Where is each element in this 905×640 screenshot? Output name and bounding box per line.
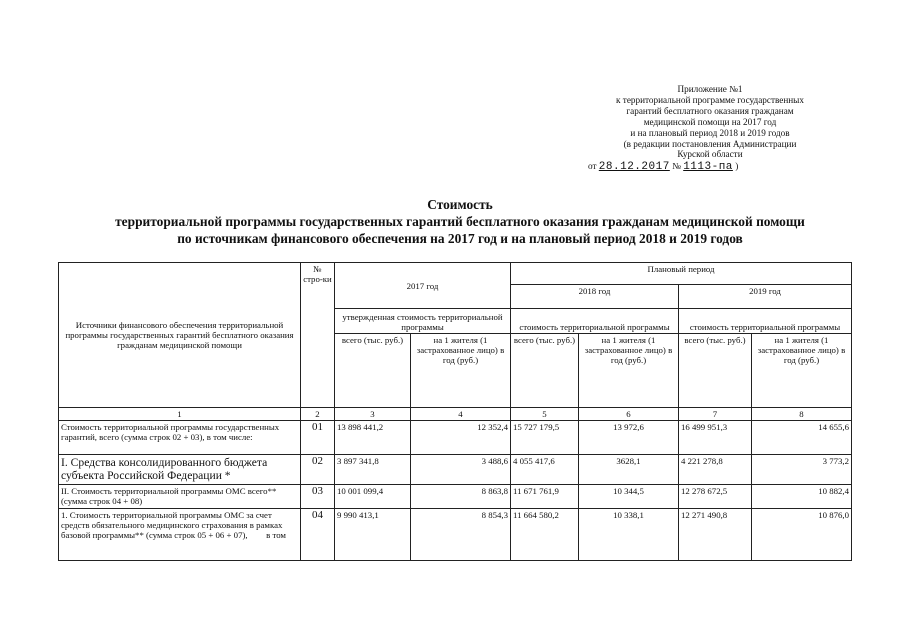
value-cell: 13 898 441,2 (335, 421, 411, 455)
value-cell: 8 854,3 (411, 509, 511, 561)
row-number: 02 (301, 455, 335, 485)
column-number: 8 (752, 408, 852, 421)
column-number: 6 (579, 408, 679, 421)
appendix-line: к территориальной программе государственных (616, 94, 804, 105)
column-number: 5 (511, 408, 579, 421)
header-plan-period: Плановый период (511, 263, 852, 285)
value-cell: 3 773,2 (752, 455, 852, 485)
value-cell: 16 499 951,3 (679, 421, 752, 455)
header-source: Источники финансового обеспечения территориальной программы государственных гарантий бесплатного оказания гражданам медицинской помощи (59, 263, 301, 408)
value-cell: 3 897 341,8 (335, 455, 411, 485)
value-cell: 10 001 099,4 (335, 485, 411, 509)
value-cell: 11 664 580,2 (511, 509, 579, 561)
value-cell: 10 882,4 (752, 485, 852, 509)
value-cell: 12 271 490,8 (679, 509, 752, 561)
row-number: 03 (301, 485, 335, 509)
value-cell: 13 972,6 (579, 421, 679, 455)
appendix-line: Приложение №1 (677, 84, 743, 94)
header-2019: 2019 год (679, 285, 852, 309)
header-per-capita: на 1 жителя (1 застрахованное лицо) в год (руб.) (579, 334, 679, 408)
appendix-line: Курской области (677, 149, 743, 160)
title-line: по источникам финансового обеспечения на 2017 год и на плановый период 2018 и 2019 годов (177, 231, 743, 246)
value-cell: 10 338,1 (579, 509, 679, 561)
row-label: I. Средства консолидированного бюджета субъекта Российской Федерации * (59, 455, 301, 485)
table-row (59, 455, 852, 485)
table-row (59, 421, 852, 455)
from-label: от (588, 161, 597, 172)
value-cell: 11 671 761,9 (511, 485, 579, 509)
appendix-line: медицинской помощи на 2017 год (643, 116, 777, 127)
resolution-line (560, 161, 860, 173)
column-number: 2 (301, 408, 335, 421)
value-cell: 10 876,0 (752, 509, 852, 561)
value-cell: 12 352,4 (411, 421, 511, 455)
appendix-line: гарантий бесплатного оказания гражданам (626, 105, 794, 116)
value-cell: 3 488,6 (411, 455, 511, 485)
resolution-date: 28.12.2017 (598, 161, 670, 174)
value-cell: 14 655,6 (752, 421, 852, 455)
header-per-capita: на 1 жителя (1 застрахованное лицо) в год (руб.) (752, 334, 852, 408)
value-cell: 8 863,8 (411, 485, 511, 509)
row-label-tail: в том (266, 530, 286, 540)
number-label: № (672, 161, 681, 172)
row-label: Стоимость территориальной программы государственных гарантий, всего (сумма строк 02 + 03), в том числе: (59, 421, 301, 455)
resolution-number: 1113-па (683, 161, 733, 174)
value-cell: 12 278 672,5 (679, 485, 752, 509)
table-row (59, 485, 852, 509)
column-number: 4 (411, 408, 511, 421)
column-number-row (59, 408, 852, 421)
header-2018: 2018 год (511, 285, 679, 309)
header-cost-2018: стоимость территориальной программы (511, 309, 679, 334)
value-cell: 3628,1 (579, 455, 679, 485)
value-cell: 9 990 413,1 (335, 509, 411, 561)
header-total: всего (тыс. руб.) (335, 334, 411, 408)
value-cell: 4 221 278,8 (679, 455, 752, 485)
header-approved-cost: утвержденная стоимость территориальной программы (335, 309, 511, 334)
row-label (59, 509, 301, 561)
row-label: II. Стоимость территориальной программы ОМС всего** (сумма строк 04 + 08) (59, 485, 301, 509)
header-total: всего (тыс. руб.) (679, 334, 752, 408)
document-title (70, 196, 850, 247)
header-2017: 2017 год (335, 263, 511, 309)
appendix-line: (в редакции постановления Администрации (623, 138, 797, 149)
row-label-text: 1. Стоимость территориальной программы ОМС за счет средств обязательного медицинского страхования в рамках базовой программы** (сумма строк 05 + 06 + 07), (61, 510, 283, 540)
value-cell: 10 344,5 (579, 485, 679, 509)
close-paren: ) (735, 161, 739, 172)
appendix-line: и на плановый период 2018 и 2019 годов (630, 127, 790, 138)
column-number: 1 (59, 408, 301, 421)
header-per-capita: на 1 жителя (1 застрахованное лицо) в год (руб.) (411, 334, 511, 408)
table-row (59, 509, 852, 561)
title-line: Стоимость (427, 197, 493, 212)
column-number: 7 (679, 408, 752, 421)
value-cell: 15 727 179,5 (511, 421, 579, 455)
header-cost-2019: стоимость территориальной программы (679, 309, 852, 334)
header-row-no: № стро-ки (301, 263, 335, 408)
row-number: 01 (301, 421, 335, 455)
row-number: 04 (301, 509, 335, 561)
value-cell: 4 055 417,6 (511, 455, 579, 485)
title-line: территориальной программы государственных гарантий бесплатного оказания гражданам медицинской помощи (115, 214, 805, 229)
header-total: всего (тыс. руб.) (511, 334, 579, 408)
column-number: 3 (335, 408, 411, 421)
cost-table (58, 262, 852, 561)
appendix-block (560, 84, 860, 173)
